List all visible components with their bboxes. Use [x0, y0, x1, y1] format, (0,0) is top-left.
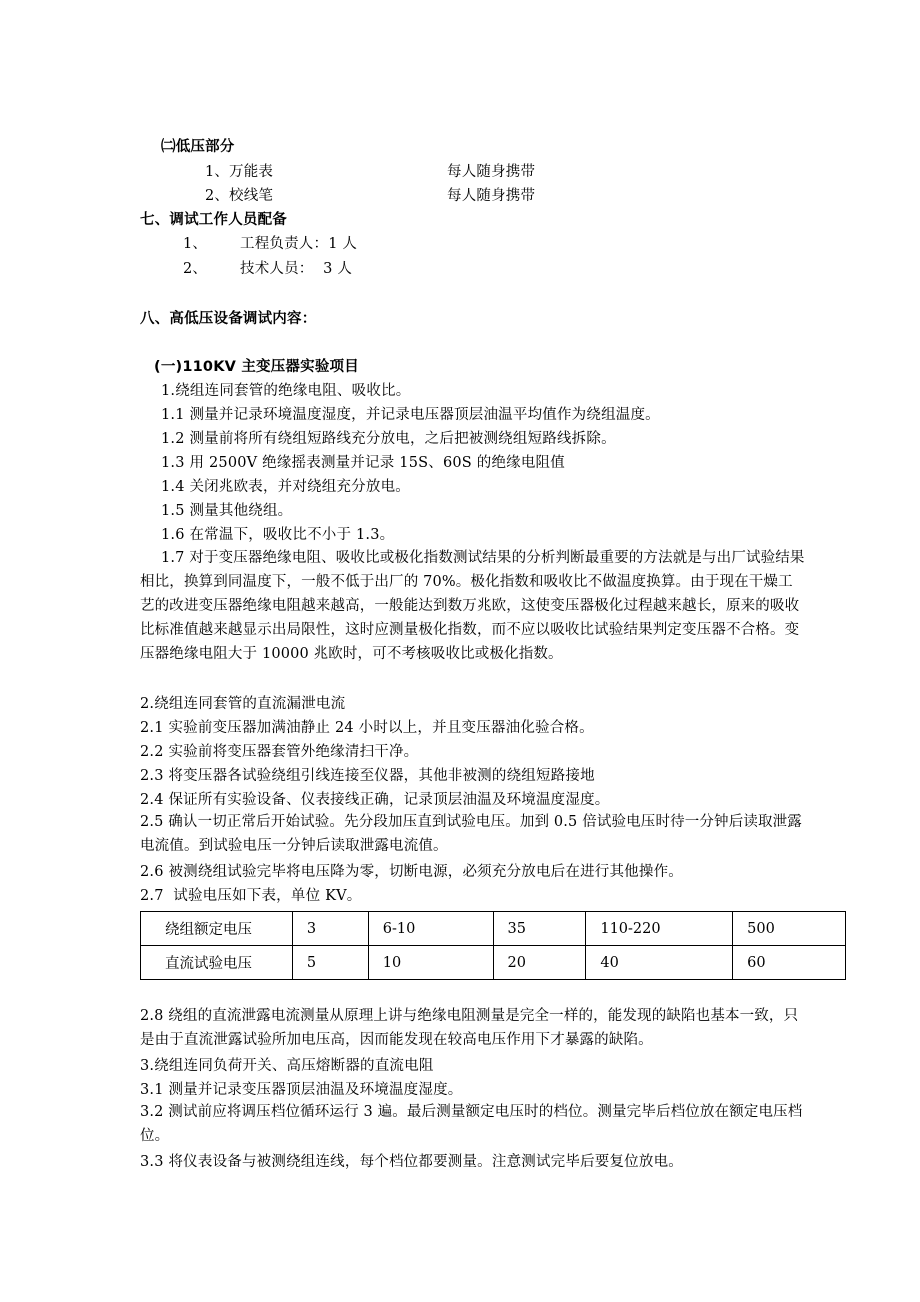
- body-line: 1.1 测量并记录环境温度湿度，并记录电压器顶层油温平均值作为绕组温度。: [161, 407, 660, 423]
- lowvoltage-item-note: 每人随身携带: [447, 188, 536, 204]
- table-cell: 3: [292, 912, 368, 946]
- lowvoltage-item-num: 2、: [205, 188, 230, 204]
- table-cell: 40: [586, 946, 733, 980]
- lowvoltage-heading: ㈡低压部分: [161, 139, 235, 155]
- staff-item-text: 工程负责人：1 人: [240, 236, 358, 252]
- paragraph-1-7: 1.7 对于变压器绝缘电阻、吸收比或极化指数测试结果的分析判断最重要的方法就是与出厂试验结果相比，换算到同温度下，一般不低于出厂的 70%。极化指数和吸收比不做温度换算。由于现在干燥工艺的改进变压器绝缘电阻越来越高，一般能达到数万兆欧，这使变压器极化过程越来越长，原来的吸收比标准值越来越显示出局限性，这时应测量极化指数，而不应以吸收比试验结果判定变压器不合格。变压器绝缘电阻大于 10000 兆欧时，可不考核吸收比或极化指数。: [140, 550, 805, 662]
- body-line: 2.2 实验前将变压器套管外绝缘清扫干净。: [140, 744, 419, 760]
- paragraph-3-2: 3.2 测试前应将调压档位循环运行 3 遍。最后测量额定电压时的档位。测量完毕后档位放在额定电压档位。: [140, 1104, 803, 1144]
- staff-item-num: 1、: [183, 236, 208, 252]
- lowvoltage-item-num: 1、: [205, 164, 230, 180]
- body-line: 1.3 用 2500V 绝缘摇表测量并记录 15S、60S 的绝缘电阻值: [161, 455, 565, 471]
- table-cell: 6-10: [368, 912, 493, 946]
- staff-item-text: 技术人员： 3 人: [240, 261, 353, 277]
- table-cell: 500: [733, 912, 846, 946]
- body-line: 1.4 关闭兆欧表，并对绕组充分放电。: [161, 479, 410, 495]
- body-line: 2.绕组连同套管的直流漏泄电流: [140, 696, 346, 712]
- lowvoltage-item-name: 校线笔: [229, 188, 274, 204]
- body-line: 1.绕组连同套管的绝缘电阻、吸收比。: [161, 383, 411, 399]
- table-cell: 35: [493, 912, 586, 946]
- table-cell: 绕组额定电压: [141, 912, 293, 946]
- body-line: 1.5 测量其他绕组。: [161, 503, 293, 519]
- body-line: 1.6 在常温下，吸收比不小于 1.3。: [161, 527, 395, 543]
- body-line: 3.绕组连同负荷开关、高压熔断器的直流电阻: [140, 1058, 434, 1074]
- body-line: 2.1 实验前变压器加满油静止 24 小时以上，并且变压器油化验合格。: [140, 720, 594, 736]
- body-line: 2.6 被测绕组试验完毕将电压降为零，切断电源，必须充分放电后在进行其他操作。: [140, 864, 683, 880]
- table-cell: 5: [292, 946, 368, 980]
- section8-heading: 八、高低压设备调试内容：: [140, 311, 317, 327]
- table-cell: 10: [368, 946, 493, 980]
- table-cell: 20: [493, 946, 586, 980]
- body-line: 1.2 测量前将所有绕组短路线充分放电，之后把被测绕组短路线拆除。: [161, 431, 616, 447]
- table-row: [141, 946, 846, 980]
- voltage-table: [140, 911, 846, 980]
- paragraph-2-5: 2.5 确认一切正常后开始试验。先分段加压直到试验电压。加到 0.5 倍试验电压时待一分钟后读取泄露电流值。到试验电压一分钟后读取泄露电流值。: [140, 814, 802, 854]
- lowvoltage-item-name: 万能表: [229, 164, 274, 180]
- body-line: 2.4 保证所有实验设备、仪表接线正确，记录顶层油温及环境温度湿度。: [140, 792, 610, 808]
- section8-subheading: (一)110KV 主变压器实验项目: [154, 359, 359, 375]
- lowvoltage-item-note: 每人随身携带: [447, 164, 536, 180]
- staff-item-num: 2、: [183, 261, 208, 277]
- paragraph-2-8: 2.8 绕组的直流泄露电流测量从原理上讲与绝缘电阻测量是完全一样的，能发现的缺陷也基本一致，只是由于直流泄露试验所加电压高，因而能发现在较高电压作用下才暴露的缺陷。: [140, 1008, 799, 1048]
- staff-heading: 七、调试工作人员配备: [140, 212, 287, 228]
- table-cell: 直流试验电压: [141, 946, 293, 980]
- body-line: 2.3 将变压器各试验绕组引线连接至仪器，其他非被测的绕组短路接地: [140, 768, 595, 784]
- table-row: [141, 912, 846, 946]
- body-line: 3.1 测量并记录变压器顶层油温及环境温度湿度。: [140, 1082, 463, 1098]
- table-cell: 60: [733, 946, 846, 980]
- body-line: 2.7 试验电压如下表，单位 KV。: [140, 888, 362, 904]
- table-cell: 110-220: [586, 912, 733, 946]
- body-line: 3.3 将仪表设备与被测绕组连线，每个档位都要测量。注意测试完毕后要复位放电。: [140, 1154, 683, 1170]
